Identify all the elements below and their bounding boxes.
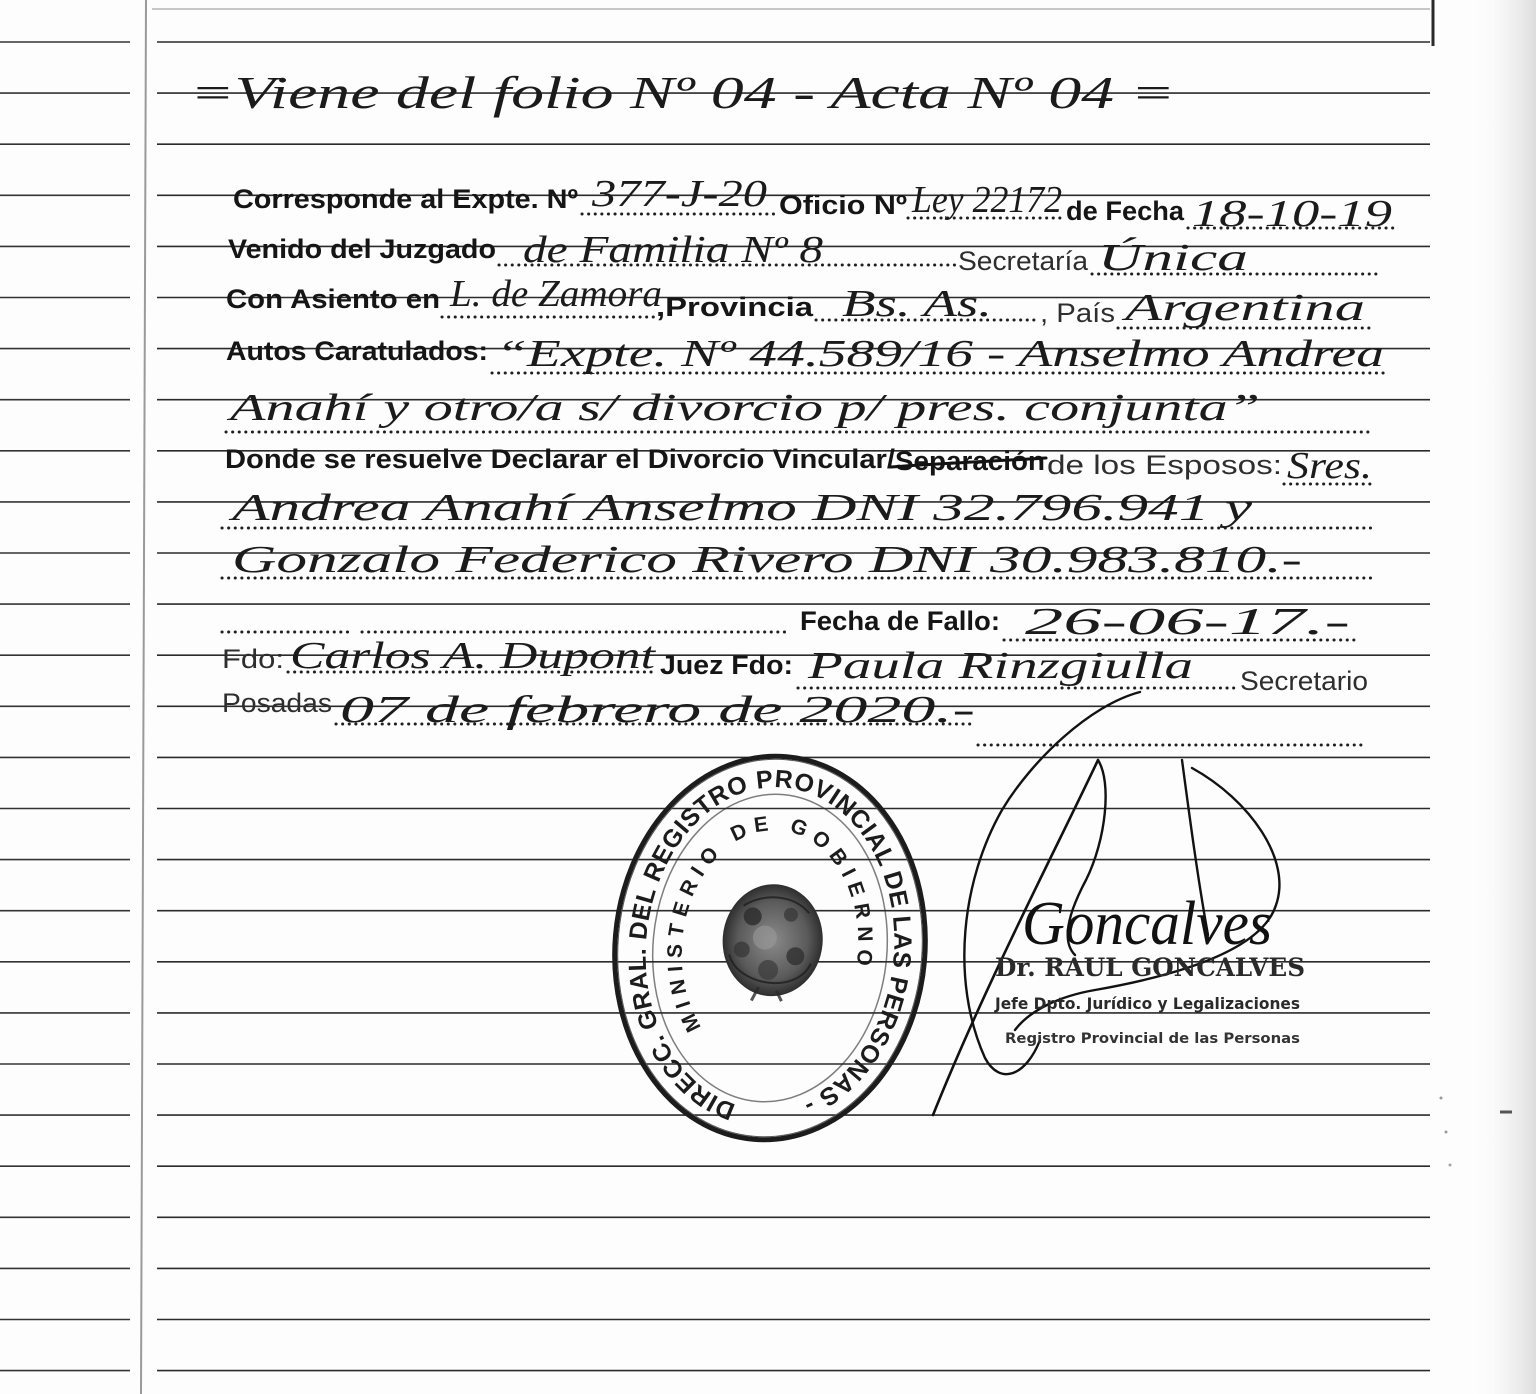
- oficio-label: Oficio Nº: [779, 190, 908, 220]
- secretario-value: Paula Rinzgiulla: [806, 645, 1193, 687]
- pais-label: , País: [1040, 298, 1115, 328]
- secretaria-value: Única: [1098, 237, 1248, 279]
- signatory-office: Registro Provincial de las Personas: [1005, 1031, 1300, 1047]
- signatory-title: Jefe Dpto. Jurídico y Legalizaciones: [994, 994, 1300, 1013]
- scan-speck: [1440, 1097, 1443, 1100]
- official-stamp: [599, 743, 941, 1153]
- provincia-value: Bs. As.: [842, 283, 992, 325]
- scan-speck: [1449, 1164, 1452, 1167]
- signature: [933, 692, 1305, 1115]
- autos-value-line1: “Expte. Nº 44.589/16 - Anselmo Andrea: [496, 333, 1384, 375]
- juez-label: Juez Fdo:: [660, 650, 793, 680]
- resuelve-label: Donde se resuelve Declarar el Divorcio Vincular/: [225, 444, 896, 474]
- juzgado-value: de Familia Nº 8: [523, 229, 823, 271]
- autos-value-line2: Anahí y otro/a s/ divorcio p/ pres. conjunta”: [225, 387, 1261, 429]
- provincia-label: ,Provincia: [656, 292, 815, 322]
- signature-handwritten-name: Goncalves: [1022, 890, 1272, 958]
- fallo-label: Fecha de Fallo:: [800, 606, 1000, 636]
- lugar-fecha-value: 07 de febrero de 2020.-: [340, 689, 975, 731]
- stamp-inner-textpath: MINISTERIO DE GOBIERNO: [663, 811, 877, 1036]
- expte-value: 377-J-20: [590, 173, 767, 215]
- esposos-label: de los Esposos:: [1047, 450, 1282, 480]
- oficio-value: Ley 22172: [911, 179, 1062, 221]
- fallo-value: 26-06-17.-: [1025, 601, 1350, 643]
- expte-label: Corresponde al Expte. Nº: [233, 184, 579, 214]
- fecha-value: 18-10-19: [1192, 193, 1392, 235]
- asiento-value: L. de Zamora: [448, 273, 662, 315]
- fdo-label: Fdo:: [222, 644, 284, 674]
- fecha-label: de Fecha: [1066, 196, 1185, 226]
- paper-edge-shadow: [1470, 0, 1536, 1394]
- esposos-value-line1: Andrea Anahí Anselmo DNI 32.796.941 y: [227, 487, 1253, 529]
- separacion-label: Separación: [895, 446, 1045, 476]
- asiento-label: Con Asiento en: [226, 284, 440, 314]
- scan-speck: [1445, 1131, 1448, 1134]
- pais-value: Argentina: [1120, 287, 1365, 329]
- stamp-outer-textpath: DIRECC. GRAL. DEL REGISTRO PROVINCIAL DE LAS PERSONAS -: [623, 764, 917, 1126]
- autos-label: Autos Caratulados:: [226, 336, 488, 366]
- header-note: =Viene del folio Nº 04 - Acta Nº 04 =: [190, 67, 1175, 118]
- esposos-value-line2: Gonzalo Federico Rivero DNI 30.983.810.-: [232, 539, 1302, 581]
- juez-value: Carlos A. Dupont: [290, 635, 657, 677]
- signature-stroke: [964, 692, 1140, 1074]
- lugar-label: Posadas: [222, 688, 332, 718]
- coat-of-arms-icon: [717, 880, 827, 1006]
- margin-divider-line: [141, 0, 146, 1394]
- signatory-name: Dr. RAUL GONCALVES: [995, 953, 1305, 982]
- secretaria-label: Secretaría: [958, 246, 1090, 276]
- juzgado-label: Venido del Juzgado: [228, 234, 496, 264]
- esposos-value-prefix: Sres.: [1287, 445, 1372, 487]
- secretario-label: Secretario: [1240, 666, 1368, 696]
